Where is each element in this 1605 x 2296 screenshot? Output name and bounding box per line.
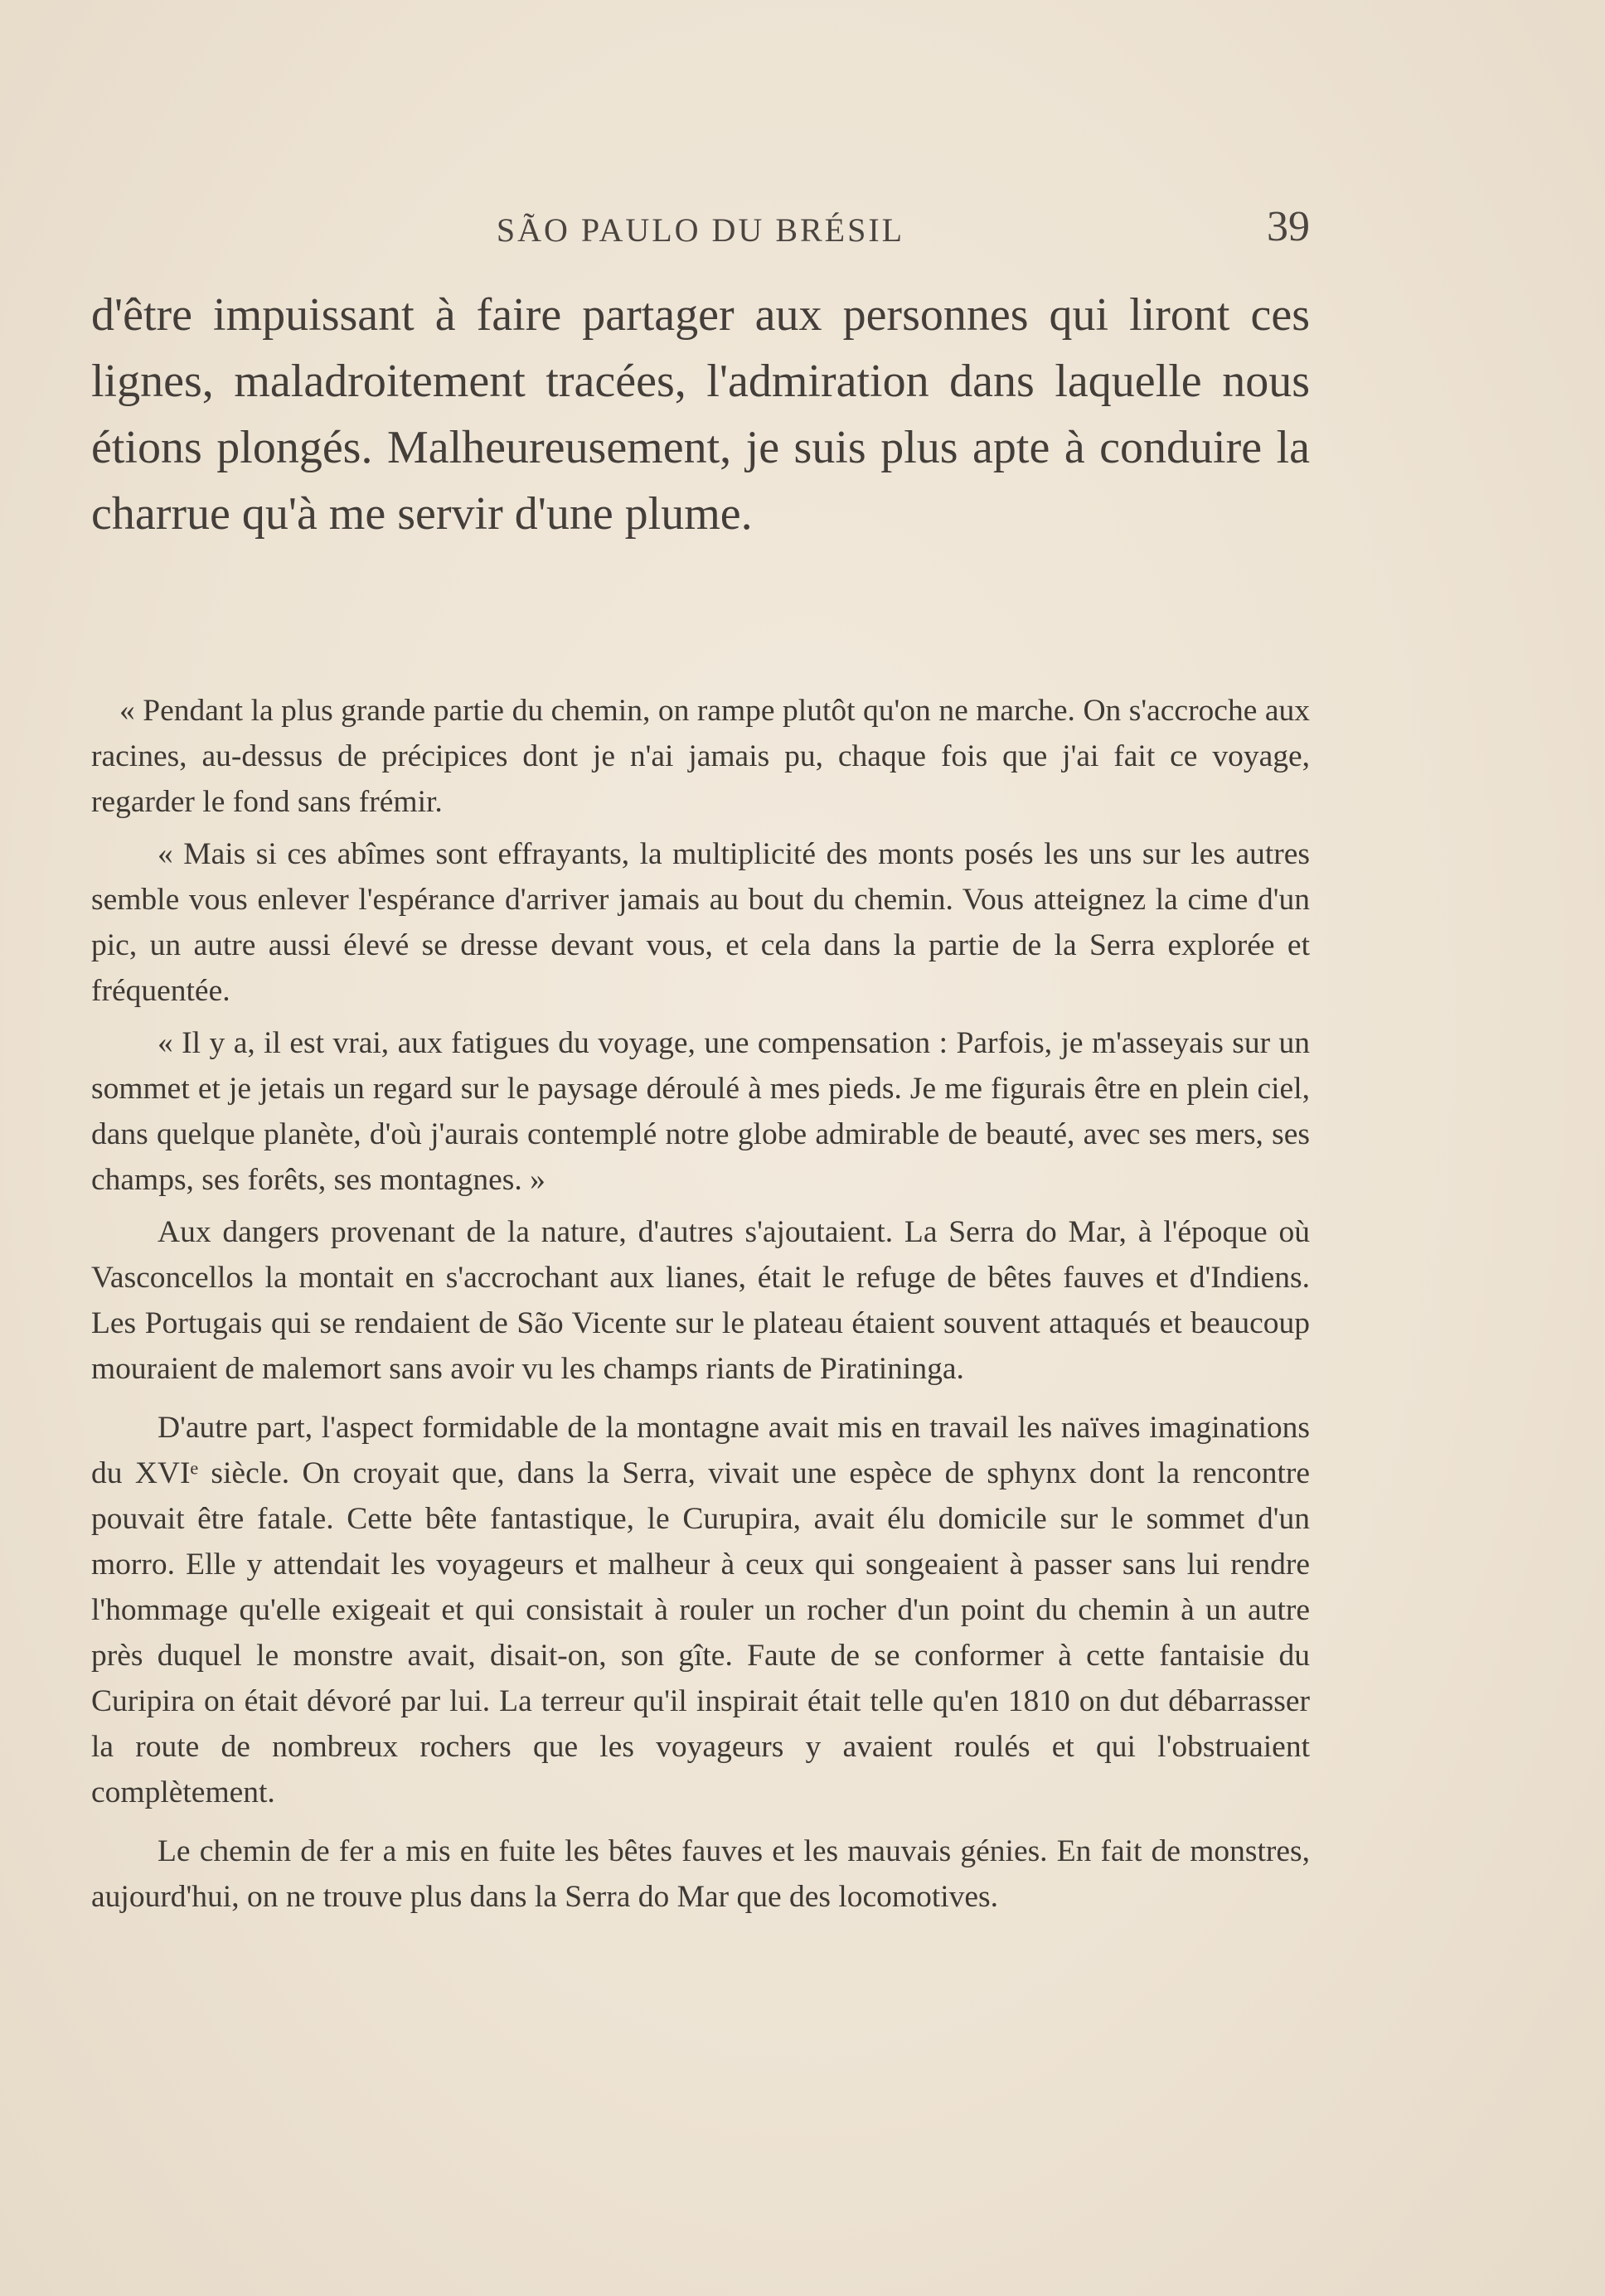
page-header xyxy=(91,199,1310,257)
paragraph-curupira: D'autre part, l'aspect formidable de la montagne avait mis en travail les naïves imaginations du XVIᵉ siècle. On croyait que, dans la Serra, vivait une espèce de sphynx dont la rencontre pouvait être fatale. Cette bête fantastique, le Curupira, avait élu domicile sur le sommet d'un morro. Elle y attendait les voyageurs et malheur à ceux qui songeaient à passer sans lui rendre l'hommage qu'elle exigeait et qui consistait à rouler un rocher d'un point du chemin à un autre près duquel le monstre avait, disait-on, son gîte. Faute de se conformer à cette fantaisie du Curipira on était dévoré par lui. La terreur qu'il inspirait était telle qu'en 1810 on dut débarrasser la route de nombreux rochers que les voyageurs y avaient roulés et qui l'obstruaient complètement. xyxy=(91,1411,1310,1809)
paragraph-dangers: Aux dangers provenant de la nature, d'autres s'ajoutaient. La Serra do Mar, à l'époque où Vasconcellos la montait en s'accrochant aux lianes, était le refuge de bêtes fauves et d'Indiens. Les Portugais qui se rendaient de São Vicente sur le plateau étaient souvent attaqués et beaucoup mouraient de malemort sans avoir vu les champs riants de Piratininga. xyxy=(91,1215,1310,1386)
opening-paragraph: d'être impuissant à faire partager aux personnes qui liront ces lignes, maladroitement tracées, l'admiration dans laquelle nous étions plongés. Malheureusement, je suis plus apte à conduire la charrue qu'à me servir d'une plume. xyxy=(91,289,1310,540)
opening-text xyxy=(91,282,1310,547)
body-text xyxy=(91,688,1310,1926)
paragraph-quote-1: « Pendant la plus grande partie du chemin, on rampe plutôt qu'on ne marche. On s'accroche aux racines, au-dessus de précipices dont je n'ai jamais pu, chaque fois que j'ai fait ce voyage, regarder le fond sans frémir. xyxy=(91,694,1310,819)
page-number: 39 xyxy=(1267,203,1310,250)
paragraph-railway: Le chemin de fer a mis en fuite les bêtes fauves et les mauvais génies. En fait de monstres, aujourd'hui, on ne trouve plus dans la Serra do Mar que des locomotives. xyxy=(91,1834,1310,1914)
running-title: SÃO PAULO DU BRÉSIL xyxy=(496,211,905,249)
paragraph-quote-3: « Il y a, il est vrai, aux fatigues du voyage, une compensation : Parfois, je m'asseyais sur un sommet et je jetais un regard sur le paysage déroulé à mes pieds. Je me figurais être en plein ciel, dans quelque planète, d'où j'aurais contemplé notre globe admirable de beauté, avec ses mers, ses champs, ses forêts, ses montagnes. » xyxy=(91,1026,1310,1197)
paragraph-quote-2: « Mais si ces abîmes sont effrayants, la multiplicité des monts posés les uns sur les autres semble vous enlever l'espérance d'arriver jamais au bout du chemin. Vous atteignez la cime d'un pic, un autre aussi élevé se dresse devant vous, et cela dans la partie de la Serra explorée et fréquentée. xyxy=(91,837,1310,1008)
